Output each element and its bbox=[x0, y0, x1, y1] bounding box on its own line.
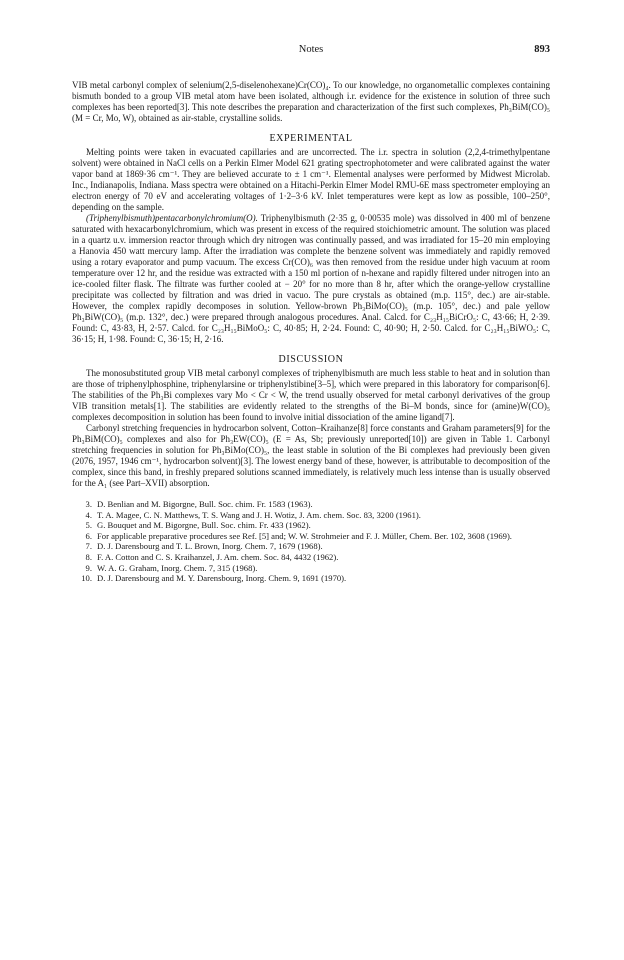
reference-number: 3. bbox=[85, 499, 92, 509]
reference-number: 4. bbox=[85, 509, 92, 520]
experimental-paragraph-1: Melting points were taken in evacuated capillaries and are uncorrected. The i.r. spectra in solution (2,2,4-trimethylpentane solvent) were obtained in NaCl cells on a Perkin Elmer Model 621 grating spectrophotometer and were calibrated against the water vapor band at 1869·36 cm⁻¹. They are believed accurate to ± 1 cm⁻¹. Elemental analyses were performed by Midwest Microlab. Inc., Indianapolis, Indiana. Mass spectra were obtained on a Hitachi-Perkin Elmer Model RMU-6E mass spectrometer employing an electron energy of 70 eV and accelerating voltages of 1·2–3·6 kV. Inlet temperatures were kept as low as possible, 100–250°, depending on the sample. bbox=[72, 147, 550, 212]
article-body bbox=[72, 80, 550, 592]
reference-item bbox=[72, 510, 550, 521]
reference-number: 6. bbox=[85, 530, 92, 541]
reference-text: D. J. Darensbourg and T. L. Brown, Inorg. Chem. 7, 1679 (1968). bbox=[97, 541, 323, 552]
reference-text: G. Bouquet and M. Bigorgne, Bull. Soc. chim. Fr. 433 (1962). bbox=[97, 520, 311, 531]
experimental-paragraph-2 bbox=[72, 213, 550, 345]
running-head: Notes bbox=[298, 44, 324, 55]
page-header bbox=[72, 44, 550, 58]
reference-number: 8. bbox=[85, 551, 92, 562]
experimental-paragraph-2-text: Triphenylbismuth (2·35 g, 0·00535 mole) was dissolved in 400 ml of benzene saturated with hexacarbonylchromium, which was present in excess of the required stoichiometric amount. The solution was placed in a quartz u.v. immersion reactor through which dry nitrogen was continually passed, and was irradiated for 15–20 min employing a Hanovia 450 watt mercury lamp. After the irradiation was complete the benzene solvent was immediately and rapidly removed using a rotary evaporator and pump vacuum. The excess Cr(CO)₆ was then removed from the residue under high vacuum at room temperature over 12 hr, and the residue was extracted with a 150 ml portion of n-hexane and rapidly filtered under nitrogen into an ice-cooled filter flask. The filtrate was further cooled at − 20° for no more than 8 hr, after which the orange-yellow crystalline precipitate was collected by filtration and was dried in vacuo. The pure crystals as obtained (m.p. 115°, dec.) are air-stable. However, the complex rapidly decomposes in solution. Yellow-brown Ph₃BiMo(CO)₅ (m.p. 105°, dec.) and pale yellow Ph₃BiW(CO)₅ (m.p. 132°, dec.) were prepared through analogous procedures. Anal. Calcd. for C₂₃H₁₅BiCrO₅: C, 43·66; H, 2·39. Found: C, 43·83, H, 2·57. Calcd. for C₂₃H₁₅BiMoO₅: C, 40·85; H, 2·24. Found: C, 40·90; H, 2·50. Calcd. for C₂₃H₁₅BiWO₅: C, 36·15; H, 1·98. Found: C, 36·15; H, 2·16. bbox=[72, 213, 550, 344]
reference-item bbox=[72, 541, 550, 552]
reference-list bbox=[72, 499, 550, 584]
discussion-heading: DISCUSSION bbox=[278, 354, 344, 365]
reference-text: For applicable preparative procedures see Ref. [5] and; W. W. Strohmeier and F. J. Müller, Chem. Ber. 102, 3608 (1969). bbox=[97, 530, 512, 541]
reference-number: 5. bbox=[85, 520, 92, 531]
reference-number: 7. bbox=[85, 541, 92, 552]
reference-text: D. J. Darensbourg and M. Y. Darensbourg, Inorg. Chem. 9, 1691 (1970). bbox=[97, 573, 347, 584]
intro-paragraph: VIB metal carbonyl complex of selenium(2,5-diselenohexane)Cr(CO)₄. To our knowledge, no organometallic complexes containing bismuth bonded to a group VIB metal atom have been isolated, although i.r. evidence for the existence in solution of three such complexes has been reported[3]. This note describes the preparation and characterization of the first such complexes, Ph₃BiM(CO)₅ (M = Cr, Mo, W), obtained as air-stable, crystalline solids. bbox=[72, 80, 550, 123]
reference-item bbox=[72, 531, 550, 542]
reference-text: F. A. Cotton and C. S. Kraihanzel, J. Am. chem. Soc. 84, 4432 (1962). bbox=[97, 551, 339, 562]
reference-item bbox=[72, 520, 550, 531]
reference-item bbox=[72, 552, 550, 563]
reference-number: 9. bbox=[85, 562, 92, 573]
reference-item bbox=[72, 563, 550, 574]
reference-text: D. Benlian and M. Bigorgne, Bull. Soc. chim. Fr. 1583 (1963). bbox=[97, 499, 313, 509]
experimental-heading: EXPERIMENTAL bbox=[269, 133, 353, 144]
page-number: 893 bbox=[534, 44, 550, 55]
compound-title: (Triphenylbismuth)pentacarbonylchromium(O). bbox=[86, 213, 258, 223]
reference-item bbox=[72, 499, 550, 510]
reference-number: 10. bbox=[81, 573, 92, 584]
discussion-paragraph-1: The monosubstituted group VIB metal carbonyl complexes of triphenylbismuth are much less stable to heat and in solution than are those of triphenylphosphine, triphenylarsine or triphenylstibine[3–5], which were prepared in this laboratory for comparison[6]. The stabilities of the Ph₃Bi complexes vary Mo < Cr < W, the trend usually observed for metal carbonyl derivatives of the group VIB transition metals[1]. The stabilities are evidently related to the strengths of the Bi–M bonds, since for (amine)W(CO)₅ complexes decomposition in solution has been found to involve initial dissociation of the amine ligand[7]. bbox=[72, 368, 550, 422]
reference-item bbox=[72, 573, 550, 584]
discussion-paragraph-2: Carbonyl stretching frequencies in hydrocarbon solvent, Cotton–Kraihanze[8] force constants and Graham parameters[9] for the Ph₃BiM(CO)₅ complexes and also for Ph₃EW(CO)₅ (E = As, Sb; previously unreported[10]) are given in Table 1. Carbonyl stretching frequencies in solution for Ph₃BiMo(CO)₅, the least stable in solution of the Bi complexes had previously been given (2076, 1957, 1946 cm⁻¹, hydrocarbon solvent)[3]. The lowest energy band of these, however, is attributable to decomposition of the complex, since this band, in freshly prepared solutions scanned immediately, is relatively much less intense than is usually observed for the A₁ (see Part–XVII) absorption. bbox=[72, 423, 550, 488]
reference-text: T. A. Magee, C. N. Matthews, T. S. Wang and J. H. Wotiz, J. Am. chem. Soc. 83, 3200 (1961). bbox=[97, 509, 421, 520]
reference-text: W. A. G. Graham, Inorg. Chem. 7, 315 (1968). bbox=[97, 562, 258, 573]
